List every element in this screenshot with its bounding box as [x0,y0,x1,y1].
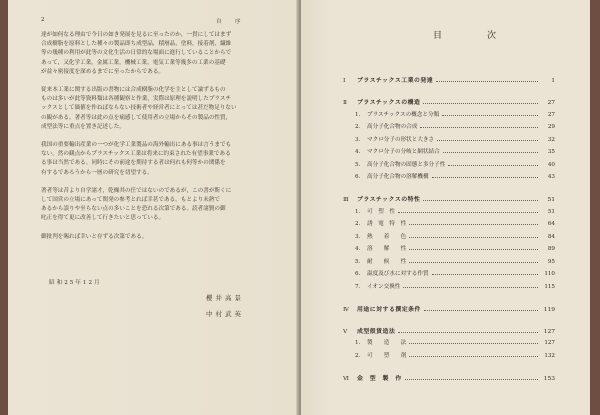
toc-label: 可 塑 剤 [367,352,407,359]
toc-number: 4. [355,149,361,155]
toc-section [343,122,555,131]
dot-leader [403,287,538,288]
toc-label: プラスチックスの概念と分類 [367,111,440,118]
right-page-contents [301,0,590,415]
preface-paragraph [41,141,283,178]
toc-label: 熱 着 色 [367,233,407,240]
dot-leader [405,379,538,380]
toc-section [343,244,555,253]
text-line: る事は当然である。同時にその前途を期待する者は何れも何等かの関係を [41,160,226,167]
text-line: 著者等は昔より自学諸才，乾燥其の任ではないのであるが，この書が斯くに [41,187,232,194]
toc-page-number: 43 [547,174,555,180]
toc-chapter [343,75,555,84]
text-line: して国営の立場にあって関発の参考とれば幸甚である。もとより未熟で [41,197,220,204]
toc-page-number: 115 [544,283,555,290]
toc-number: 6. [355,271,361,277]
toc-section [343,147,555,156]
toc-page-number: 51 [547,197,555,203]
dot-leader [409,237,538,238]
open-book [8,0,590,415]
toc-number: 6. [355,174,361,180]
toc-page-number: 64 [547,221,555,227]
text-line: ックスとして価値を作ねばならない技術者や経営者にとっては甚だ物足りない [41,105,237,112]
text-line: ものは多いが此等資料類は各種観察と作業，実際は原理を説明したプラスチ [41,96,231,103]
toc-section [343,338,555,347]
toc-section [343,257,555,266]
toc-number: Ⅳ [343,306,349,313]
text-line: 等の幾種の利用が此等の文化生活の日常的な場面に進行していることからで [41,50,232,57]
preface-paragraph [41,86,283,132]
text-line: 達が如何なる理由で今日の如き発展を見るに至ったのか，一貫にしてはまず [41,32,232,38]
dot-leader [432,274,538,275]
text-line: ない。然の観点からプラスチックス工業は将来に約束された有望事業である [41,151,231,158]
toc-page-number: 35 [547,149,555,155]
toc-page-number: 127 [543,328,555,335]
toc-label: 可 塑 性 [367,208,395,215]
dot-leader [424,310,538,311]
toc-number: 2. [355,124,361,130]
toc-number: 3. [355,136,361,143]
toc-label: 溶 解 性 [367,246,407,252]
toc-label: 耐 候 性 [367,258,407,265]
toc-number: 1. [355,340,361,346]
toc-label: 金 型 製 作 [357,374,402,382]
toc-label: 用途に対する撰定条件 [357,305,421,313]
toc-label: 高分子化合物の固態と多分子性 [367,161,446,168]
toc-number: 2. [355,352,361,359]
dot-leader [443,152,538,153]
toc-label: 温度及び水に対する作質 [367,271,429,277]
toc-page-number: 51 [547,208,555,215]
dot-leader [442,115,538,116]
toc-number: 1. [355,208,361,215]
toc-number: 4. [355,246,361,252]
toc-label: 成型殻貨造法 [357,327,396,335]
toc-page-number: 132 [544,352,555,359]
dot-leader [436,81,538,82]
toc-label: プラスチックスの特性 [357,196,421,203]
toc-section [343,135,555,144]
toc-number: 3. [355,233,361,240]
toc-page-number: 40 [547,161,555,168]
toc-page-number: 89 [547,246,555,252]
toc-number: Ⅵ [343,375,349,382]
dot-leader [423,200,538,201]
toc-page-number: 110 [544,271,555,277]
toc-chapter [343,304,555,313]
preface-paragraph [41,233,283,242]
dot-leader [423,103,538,104]
toc-label: 高分子化合物の合成 [367,124,418,130]
text-line: 合成樹脂を原料とした種々の製品即ち成型品，積層品，塗料，接着剤，繊維 [41,41,232,48]
dot-leader [398,212,538,213]
toc-section [343,110,555,119]
toc-page-number: 27 [547,111,555,118]
toc-title: 目 次 [433,31,515,41]
toc-label: マクロ分子の形状と大きさ [367,136,435,143]
left-page-preface [8,0,298,415]
toc-section [343,269,555,278]
page-number: 2 [41,17,45,23]
preface-paragraph [41,31,283,77]
text-line: 従来本工業に関する出版の書物には合成樹脂の化学を主として論ずるもの [41,87,226,94]
toc-section [343,219,555,228]
dot-leader [398,332,538,333]
toc-label: プラスチックス工業の発達 [357,77,434,84]
toc-number: 5. [355,161,361,168]
toc-page-number: 127 [544,340,555,346]
toc-page-number: 153 [543,375,555,382]
toc-label: イオン交換性 [367,283,401,290]
toc-section [343,282,555,291]
toc-label: 製 造 法 [367,340,407,346]
text-line: あるから誤りや至らない点の多いことを恐れる次第である。読者諸賢の御 [41,206,226,213]
toc-label: 誘 電 特 性 [367,221,407,227]
toc-number: 1. [355,111,361,118]
preface-date: 昭和25年12月 [49,280,102,286]
toc-page-number: 119 [543,306,555,313]
toc-number: Ⅲ [343,197,349,203]
text-line: 有するであろうから一層の研究を切望する。 [41,169,153,176]
dot-leader [409,262,538,263]
text-line: 御批判を賜れば幸いと存ずる次第である。 [41,233,148,240]
toc-section [343,232,555,241]
text-line: 叱正を得て更に改善して行きたいと思っている。 [41,215,165,222]
dot-leader [420,127,538,128]
toc-page-number: 95 [547,258,555,265]
text-line: あって，又化学工業，金属工業，機械工業，電気工業等幾多の工業の基礎 [41,59,226,66]
toc-page-number: 84 [547,233,555,240]
toc-chapter [343,97,555,106]
toc-chapter [343,326,555,335]
toc-number: 2. [355,221,361,227]
dot-leader [409,249,538,250]
author-name: 櫻井高景 [206,294,244,302]
toc-page-number: 1 [551,78,555,84]
toc-number: Ⅰ [343,78,346,84]
text-line: の観がある。著者等は此の点を痛感して使用者の立場からその製品の性質， [41,114,232,121]
toc-number: Ⅴ [343,328,348,335]
toc-number: 5. [355,258,361,265]
toc-page-number: 32 [547,136,555,143]
toc-page-number: 27 [547,100,555,106]
toc-section [343,351,555,360]
dot-leader [409,224,538,225]
toc-label: 高分子化合物の溶解機構 [367,174,429,180]
toc-label: プラスチックスの構造 [357,99,421,106]
toc-page-number: 29 [547,124,555,130]
dot-leader [409,356,538,357]
toc-section [343,207,555,216]
toc-number: Ⅱ [343,100,348,106]
toc-number: 7. [355,283,361,290]
dot-leader [432,177,538,178]
preface-text [41,31,283,242]
author-name: 中村武英 [206,310,244,318]
text-line: 我国の重要輸出産業の一つが化学工業製品の海外輸出にある事は言うまでも [41,142,232,149]
text-line: が益々密接度を深めるまでに至ったからである。 [41,68,165,75]
preface-paragraph [41,187,283,224]
text-line: 成型法等に重点を置き記述した。 [41,123,125,130]
toc-chapter [343,194,555,203]
toc-section [343,160,555,169]
running-head-title: 自 序 [216,19,245,25]
toc-section [343,172,555,181]
dot-leader [448,165,538,166]
toc-label: マクロ分子の分岐と網状結合 [367,149,440,155]
toc-chapter [343,373,555,382]
dot-leader [437,140,538,141]
dot-leader [409,343,538,344]
